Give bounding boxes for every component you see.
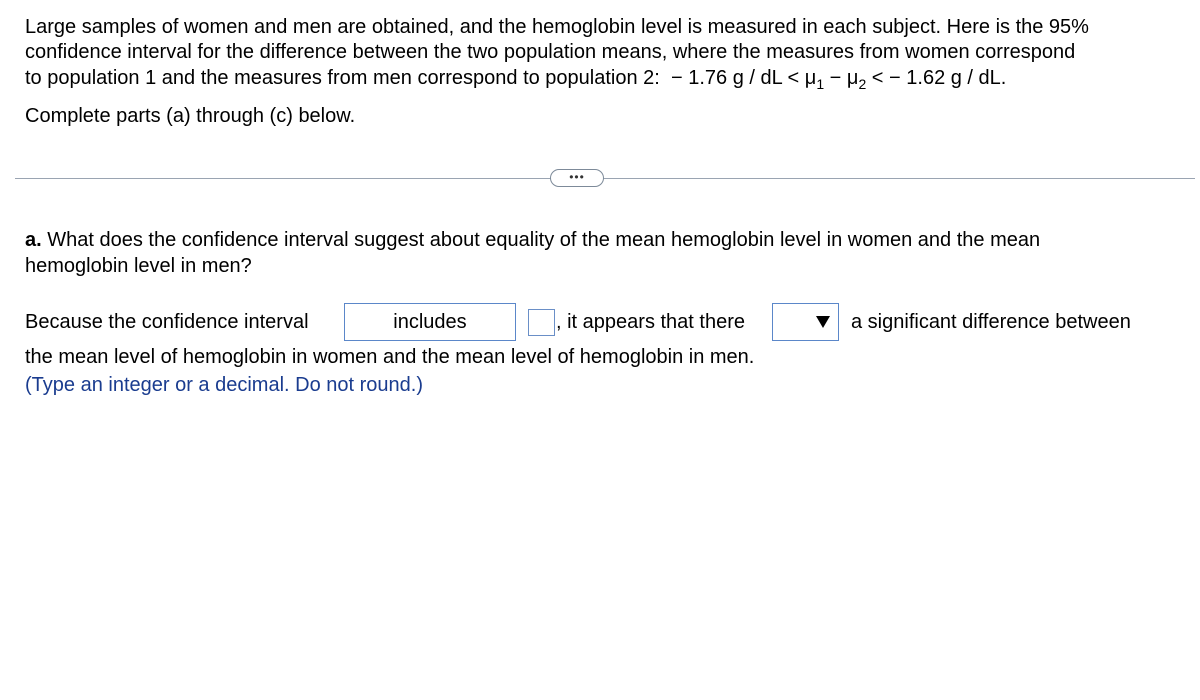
answer-prefix: Because the confidence interval <box>25 311 309 333</box>
answer-line-2: the mean level of hemoglobin in women and the mean level of hemoglobin in men. <box>25 346 755 368</box>
part-a-question-line-2: hemoglobin level in men? <box>25 255 252 277</box>
ci-sub-1: 1 <box>816 76 825 92</box>
interval-word-answer[interactable]: includes <box>344 303 516 341</box>
input-hint: (Type an integer or a decimal. Do not round.) <box>25 374 423 396</box>
part-a-question-line-1 <box>25 228 1040 253</box>
answer-suffix: a significant difference between <box>851 311 1131 333</box>
section-divider <box>15 178 1195 179</box>
intro-line-3-text: to population 1 and the measures from men correspond to population 2: <box>25 67 660 89</box>
ci-lower: − 1.76 g / dL < μ <box>670 67 817 89</box>
answer-middle: , it appears that there <box>556 311 746 333</box>
part-a-marker: a. <box>25 229 42 251</box>
there-is-dropdown[interactable] <box>772 303 839 341</box>
instructions: Complete parts (a) through (c) below. <box>25 105 356 127</box>
part-a-question-text: What does the confidence interval suggest about equality of the mean hemoglobin level in women and the mean <box>41 229 1041 251</box>
dropdown-arrow-icon <box>816 316 830 328</box>
intro-line-1: Large samples of women and men are obtained, and the hemoglobin level is measured in each subject. Here is the 95% <box>25 16 1089 38</box>
ci-minus: − μ <box>824 67 859 89</box>
intro-line-3 <box>25 66 1006 91</box>
intro-line-2: confidence interval for the difference between the two population means, where the measures from women correspond <box>25 41 1076 63</box>
number-answer-input[interactable] <box>528 309 555 336</box>
ci-sub-2: 2 <box>858 76 867 92</box>
expand-more-button[interactable]: ••• <box>550 169 604 187</box>
ci-upper: < − 1.62 g / dL. <box>866 67 1007 89</box>
